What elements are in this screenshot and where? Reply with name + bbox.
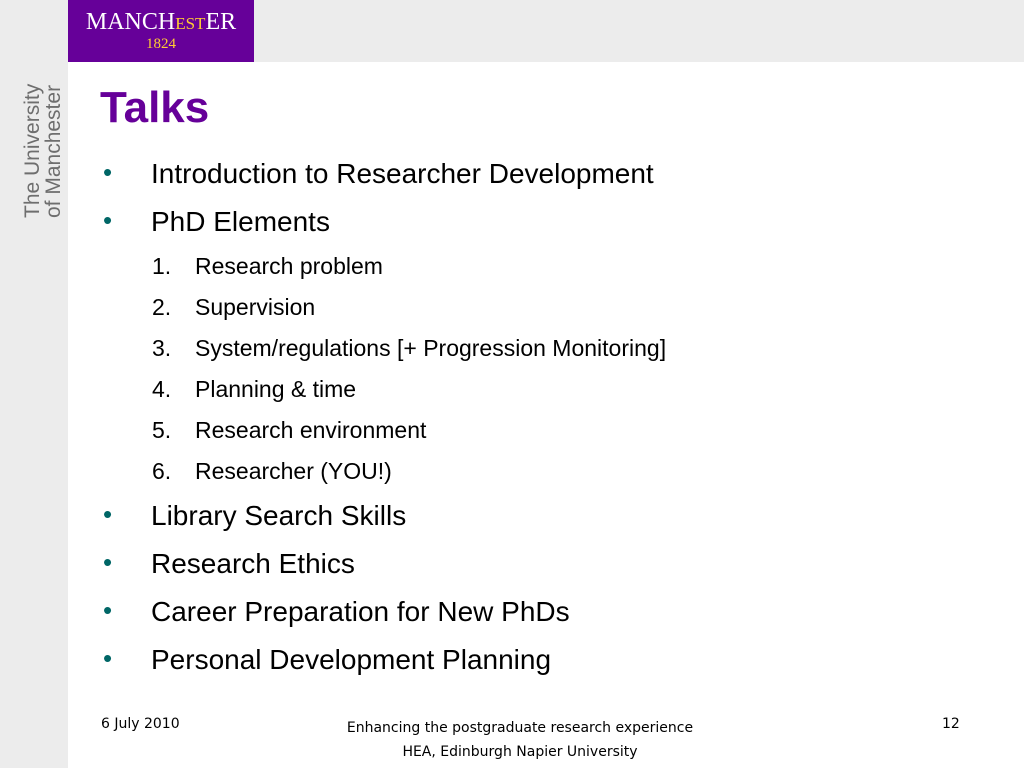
vertical-line-1: The University (21, 83, 44, 218)
logo-year: 1824 (146, 36, 176, 52)
sub-item-text: Research problem (195, 253, 383, 279)
sub-item-number: 6. (152, 458, 172, 484)
bullet-marker: • (103, 547, 113, 577)
sub-list-item (100, 410, 980, 451)
bullet-marker: • (103, 157, 113, 187)
sub-item-number: 5. (152, 417, 172, 443)
sub-item-number: 4. (152, 376, 172, 402)
logo-name-part2: EST (175, 14, 206, 33)
sub-list-item (100, 369, 980, 410)
sub-item-text: Supervision (195, 294, 316, 320)
bullet-item (100, 540, 980, 588)
footer-date: 6 July 2010 (101, 716, 180, 732)
slide-title: Talks (100, 83, 210, 132)
bullet-text: Library Search Skills (151, 500, 407, 531)
vertical-line-2: of Manchester (42, 84, 65, 218)
bullet-item (100, 198, 980, 246)
logo-name-part1: MANCH (85, 9, 176, 35)
bullet-item (100, 492, 980, 540)
slide-content (100, 150, 980, 684)
bullet-text: Personal Development Planning (151, 644, 552, 675)
phd-elements-list (100, 246, 980, 492)
sub-item-text: System/regulations [+ Progression Monitoring] (195, 335, 667, 361)
sub-list-item (100, 328, 980, 369)
footer-caption (310, 716, 730, 764)
vertical-university-name (22, 84, 64, 218)
logo-name-part3: ER (205, 9, 237, 35)
bullet-marker: • (103, 205, 113, 235)
sub-item-number: 3. (152, 335, 172, 361)
bullet-item (100, 636, 980, 684)
page-number: 12 (942, 716, 960, 732)
sub-item-text: Research environment (195, 417, 427, 443)
bullet-text: Introduction to Researcher Development (151, 158, 654, 189)
sub-item-number: 2. (152, 294, 172, 320)
footer-caption-line-2: HEA, Edinburgh Napier University (402, 744, 638, 760)
sub-item-number: 1. (152, 253, 172, 279)
bullet-marker: • (103, 595, 113, 625)
bullet-text: Research Ethics (151, 548, 355, 579)
footer-caption-line-1: Enhancing the postgraduate research experience (346, 720, 694, 736)
sub-list-item (100, 246, 980, 287)
sub-list-item (100, 451, 980, 492)
bullet-item (100, 150, 980, 198)
university-logo (68, 0, 254, 62)
bullet-marker: • (103, 643, 113, 673)
sub-item-text: Planning & time (195, 376, 357, 402)
bullet-text: PhD Elements (151, 206, 330, 237)
sub-item-text: Researcher (YOU!) (195, 458, 392, 484)
logo-wordmark (86, 10, 236, 36)
bullet-text: Career Preparation for New PhDs (151, 596, 570, 627)
bullet-item (100, 588, 980, 636)
sub-list-item (100, 287, 980, 328)
bullet-marker: • (103, 499, 113, 529)
